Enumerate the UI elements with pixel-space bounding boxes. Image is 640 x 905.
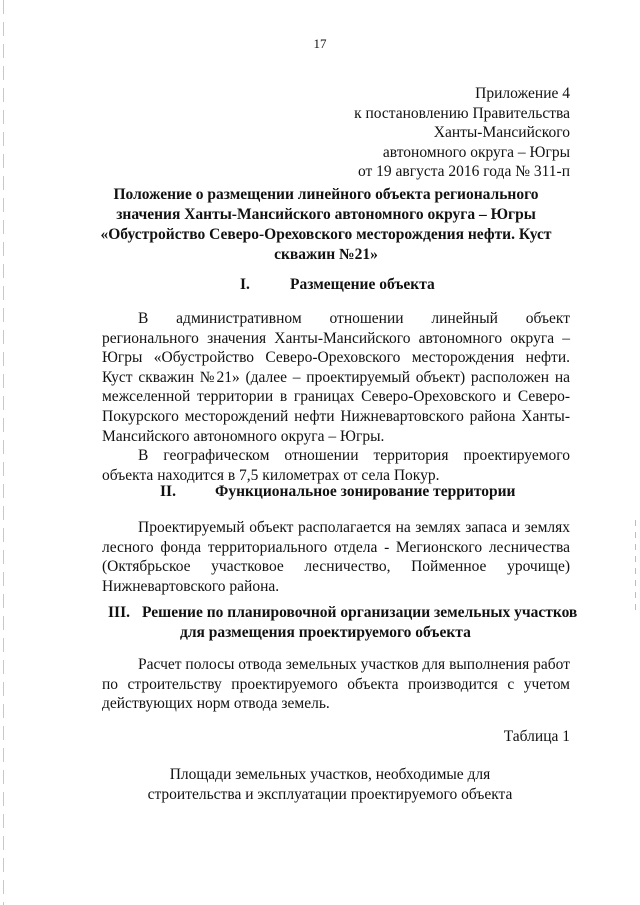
table-caption	[96, 765, 564, 805]
section-3-title-line-2: для размещения проектируемого объекта	[180, 624, 471, 641]
annex-block	[270, 84, 570, 182]
annex-line: Ханты-Мансийского	[433, 124, 570, 142]
section-3-body	[102, 655, 570, 714]
paragraph: Проектируемый объект располагается на землях запаса и землях лесного фонда территориального отдела - Мегионского лесничества (Октябрьское участковое лесничество, Пойменное урочище) Нижневартовского района.	[102, 519, 570, 595]
caption-line: Площади земельных участков, необходимые для	[169, 766, 491, 783]
annex-line: к постановлению Правительства	[354, 104, 570, 122]
scan-edge-left	[3, 0, 4, 905]
annex-line: автономного округа – Югры	[382, 143, 570, 161]
title-line: скважин №21»	[274, 246, 378, 263]
title-line: значения Ханты-Мансийского автономного округа – Югры	[116, 206, 536, 223]
paragraph: В административном отношении линейный объект регионального значения Ханты-Мансийского автономного округа – Югры «Обустройство Северо-Ореховского месторождения нефти. Куст скважин №21» (далее – проектируемый объект) расположен на межселенной территории в границах Северо-Ореховского и Северо-Покурского месторождений нефти Нижневартовского района Ханты-Мансийского автономного округа – Югры.	[102, 310, 570, 445]
section-3-title-line-1: Решение по планировочной организации земельных участков	[142, 604, 578, 621]
section-1-body	[102, 309, 570, 485]
section-2-number: II.	[160, 483, 176, 500]
section-1-title: Размещение объекта	[290, 276, 435, 293]
title-line: «Обустройство Северо-Ореховского месторождения нефти. Куст	[100, 226, 552, 243]
section-1-number: I.	[240, 276, 250, 293]
scan-edge-right	[635, 520, 636, 610]
page-number: 17	[313, 36, 327, 51]
document-title	[96, 185, 556, 265]
section-2-title: Функциональное зонирование территории	[215, 483, 516, 500]
title-line: Положение о размещении линейного объекта регионального	[113, 186, 539, 203]
paragraph: В географическом отношении территория проектируемого объекта находится в 7,5 километрах от села Покур.	[102, 447, 570, 484]
table-label: Таблица 1	[503, 728, 570, 745]
annex-line: Приложение 4	[475, 85, 570, 102]
section-2-body	[102, 518, 570, 596]
caption-line: строительства и эксплуатации проектируемого объекта	[147, 786, 513, 803]
annex-line: от 19 августа 2016 года № 311-п	[357, 163, 570, 181]
paragraph: Расчет полосы отвода земельных участков для выполнения работ по строительству проектируемого объекта производится с учетом действующих норм отвода земель.	[102, 656, 570, 713]
section-3-number: III.	[108, 604, 130, 621]
